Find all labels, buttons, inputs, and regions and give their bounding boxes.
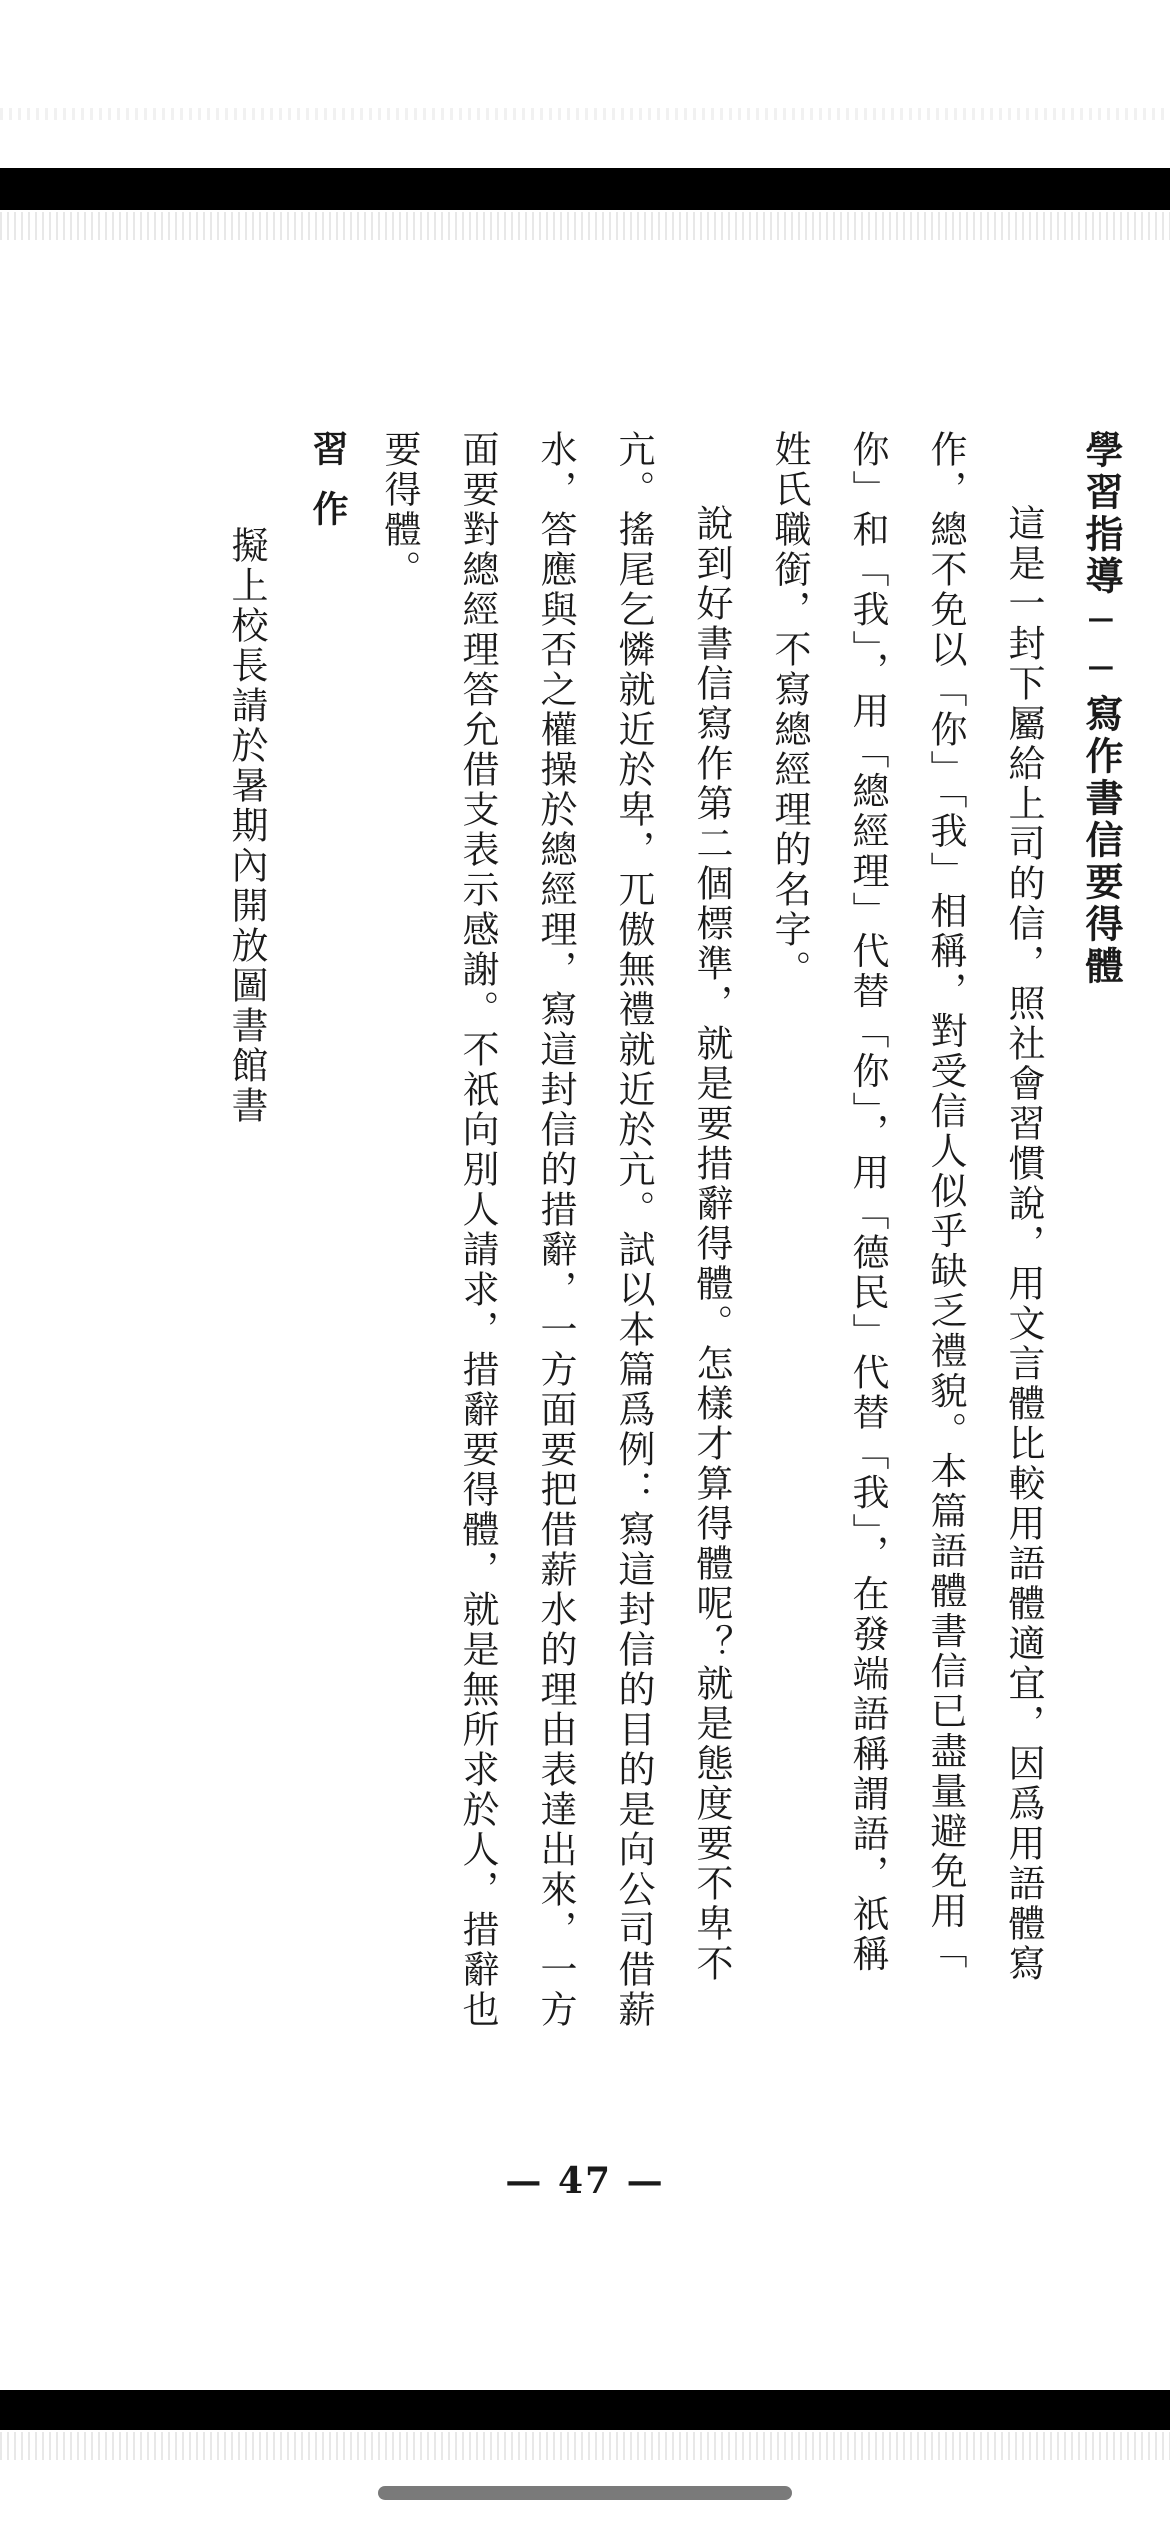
text-column-4: 姓氏職銜，不寫總經理的名字。 (768, 430, 811, 990)
scan-border-top (0, 168, 1170, 210)
scan-fade-top (0, 212, 1170, 240)
text-column-6: 亢。搖尾乞憐就近於卑，兀傲無禮就近於亢。試以本篇爲例：寫這封信的目的是向公司借薪 (612, 430, 655, 2030)
section-heading: 學習指導──寫作書信要得體 (1079, 430, 1123, 988)
home-indicator[interactable] (378, 2486, 792, 2500)
text-column-7: 水，答應與否之權操於總經理，寫這封信的措辭，一方面要把借薪水的理由表達出來，一方 (534, 430, 577, 2030)
text-column-5: 說到好書信寫作第二個標準，就是要措辭得體。怎樣才算得體呢？就是態度要不卑不 (690, 504, 733, 1984)
text-column-9: 要得體。 (378, 430, 421, 590)
page-number: — 47 — (505, 2160, 665, 2202)
scan-edge-noise (0, 108, 1170, 120)
exercise-heading: 習作 (307, 430, 348, 550)
text-column-3: 你」和「我」，用「總經理」代替「你」，用「德民」代替「我」，在發端語稱謂語，祇稱 (846, 430, 889, 1975)
scan-border-bottom (0, 2390, 1170, 2430)
text-column-8: 面要對總經理答允借支表示感謝。不祇向別人請求，措辭要得體，就是無所求於人，措辭也 (456, 430, 499, 2030)
exercise-item: 擬上校長請於暑期內開放圖書館書 (225, 526, 268, 1126)
scan-fade-bottom (0, 2432, 1170, 2460)
document-page (190, 430, 1123, 2190)
text-column-2: 作，總不免以「你」「我」相稱，對受信人似乎缺乏禮貌。本篇語體書信已盡量避免用「 (924, 430, 967, 1972)
text-column-1: 這是一封下屬給上司的信，照社會習慣說，用文言體比較用語體適宜，因爲用語體寫 (1002, 504, 1045, 1984)
